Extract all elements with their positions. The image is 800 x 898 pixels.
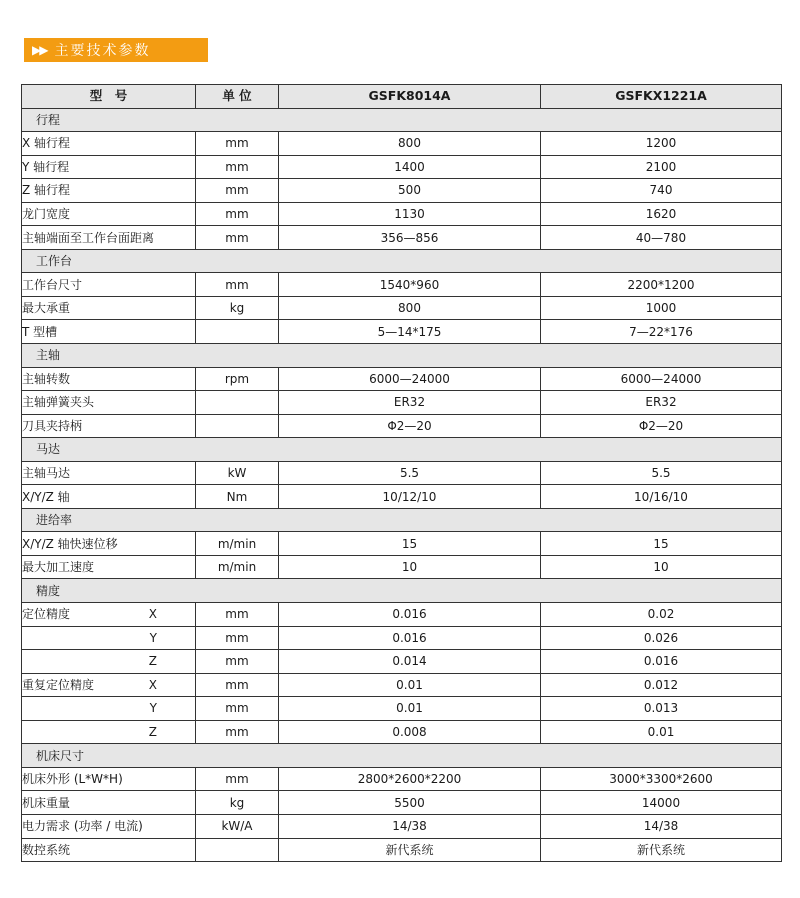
double-arrow-icon: ▶▶	[32, 43, 47, 57]
param-name-cell	[22, 650, 196, 674]
param-unit: mm	[196, 626, 279, 650]
table-row	[22, 391, 782, 415]
param-name: X/Y/Z 轴	[22, 489, 70, 504]
table-row	[22, 603, 782, 627]
table-header-row	[22, 85, 782, 109]
param-name: 重复定位精度	[22, 677, 95, 692]
param-name-cell	[22, 391, 196, 415]
value-col1: 5500	[279, 791, 541, 815]
param-name: 最大承重	[22, 301, 71, 316]
value-col2: 1620	[541, 202, 782, 226]
param-unit: kW/A	[196, 814, 279, 838]
value-col2: 2100	[541, 155, 782, 179]
param-name-cell	[22, 296, 196, 320]
param-unit: kg	[196, 791, 279, 815]
param-name: 刀具夹持柄	[22, 418, 83, 433]
table-row	[22, 320, 782, 344]
banner-title: 主要技术参数	[54, 43, 151, 59]
table-section-row	[22, 508, 782, 532]
param-name-cell	[22, 838, 196, 862]
section-label: 工作台	[22, 249, 782, 273]
param-name: 机床外形 (L*W*H)	[22, 772, 123, 787]
value-col1: 10/12/10	[279, 485, 541, 509]
table-section-row	[22, 438, 782, 462]
param-unit: mm	[196, 603, 279, 627]
param-name: 主轴端面至工作台面距离	[22, 230, 155, 245]
value-col2: 10/16/10	[541, 485, 782, 509]
value-col2: ER32	[541, 391, 782, 415]
section-label: 进给率	[22, 508, 782, 532]
value-col1: 0.014	[279, 650, 541, 674]
table-row	[22, 650, 782, 674]
value-col2: 新代系统	[541, 838, 782, 862]
param-unit: mm	[196, 273, 279, 297]
value-col2: 0.026	[541, 626, 782, 650]
table-row	[22, 485, 782, 509]
value-col2: 14/38	[541, 814, 782, 838]
param-name: X 轴行程	[22, 136, 71, 151]
value-col2: 0.01	[541, 720, 782, 744]
header-col2: GSFKX1221A	[541, 85, 782, 109]
param-name: 最大加工速度	[22, 560, 95, 575]
table-row	[22, 626, 782, 650]
value-col1: 800	[279, 296, 541, 320]
table-row	[22, 155, 782, 179]
table-row	[22, 767, 782, 791]
value-col2: 5.5	[541, 461, 782, 485]
value-col1: 0.016	[279, 626, 541, 650]
param-axis: X	[148, 677, 157, 692]
param-name-cell	[22, 273, 196, 297]
param-unit: kW	[196, 461, 279, 485]
value-col2: 0.012	[541, 673, 782, 697]
param-axis: Y	[149, 630, 157, 645]
header-model: 型 号	[22, 85, 196, 109]
param-unit: mm	[196, 179, 279, 203]
value-col2: 10	[541, 555, 782, 579]
value-col1: 1130	[279, 202, 541, 226]
param-name-cell	[22, 673, 196, 697]
param-unit: Nm	[196, 485, 279, 509]
value-col2: 7—22*176	[541, 320, 782, 344]
param-unit: mm	[196, 650, 279, 674]
param-name-cell	[22, 367, 196, 391]
table-row	[22, 367, 782, 391]
value-col1: 1400	[279, 155, 541, 179]
value-col2: 740	[541, 179, 782, 203]
param-name: 主轴马达	[22, 466, 71, 481]
param-name-cell	[22, 461, 196, 485]
table-row	[22, 791, 782, 815]
param-axis: Y	[149, 701, 157, 716]
value-col2: 40—780	[541, 226, 782, 250]
value-col2: 2200*1200	[541, 273, 782, 297]
param-unit: m/min	[196, 555, 279, 579]
param-name: 数控系统	[22, 842, 71, 857]
value-col2: 0.013	[541, 697, 782, 721]
table-row	[22, 296, 782, 320]
table-row	[22, 132, 782, 156]
param-name: Y 轴行程	[22, 159, 70, 174]
param-name-cell	[22, 767, 196, 791]
param-name-cell	[22, 202, 196, 226]
section-label: 精度	[22, 579, 782, 603]
value-col1: 0.008	[279, 720, 541, 744]
param-unit: rpm	[196, 367, 279, 391]
table-section-row	[22, 108, 782, 132]
value-col1: 14/38	[279, 814, 541, 838]
table-row	[22, 720, 782, 744]
section-label: 马达	[22, 438, 782, 462]
param-name: 工作台尺寸	[22, 277, 83, 292]
param-unit: mm	[196, 697, 279, 721]
table-row	[22, 461, 782, 485]
param-name: 电力需求 (功率 / 电流)	[22, 819, 143, 834]
param-name: X/Y/Z 轴快速位移	[22, 536, 118, 551]
param-name: T 型槽	[22, 324, 58, 339]
param-name-cell	[22, 603, 196, 627]
param-name-cell	[22, 485, 196, 509]
param-name-cell	[22, 179, 196, 203]
value-col1: 0.01	[279, 697, 541, 721]
param-name: 定位精度	[22, 607, 71, 622]
value-col1: 10	[279, 555, 541, 579]
value-col1: 356—856	[279, 226, 541, 250]
table-row	[22, 532, 782, 556]
param-axis: X	[148, 607, 157, 622]
table-row	[22, 838, 782, 862]
param-name: 主轴弹簧夹头	[22, 395, 95, 410]
spec-table	[21, 84, 782, 862]
param-name-cell	[22, 155, 196, 179]
param-name: 主轴转数	[22, 371, 71, 386]
param-name-cell	[22, 132, 196, 156]
param-name: Z 轴行程	[22, 183, 71, 198]
value-col1: 5—14*175	[279, 320, 541, 344]
value-col2: 14000	[541, 791, 782, 815]
param-unit: mm	[196, 767, 279, 791]
param-unit: mm	[196, 673, 279, 697]
value-col1: ER32	[279, 391, 541, 415]
param-name: 龙门宽度	[22, 207, 71, 221]
param-name-cell	[22, 414, 196, 438]
param-unit: m/min	[196, 532, 279, 556]
table-section-row	[22, 249, 782, 273]
param-unit: mm	[196, 720, 279, 744]
value-col2: 1200	[541, 132, 782, 156]
param-name-cell	[22, 697, 196, 721]
param-unit: mm	[196, 132, 279, 156]
value-col1: 15	[279, 532, 541, 556]
value-col1: 500	[279, 179, 541, 203]
param-unit: mm	[196, 202, 279, 226]
section-label: 机床尺寸	[22, 744, 782, 768]
param-unit	[196, 391, 279, 415]
param-name-cell	[22, 532, 196, 556]
value-col2: 6000—24000	[541, 367, 782, 391]
section-label: 主轴	[22, 344, 782, 368]
value-col2: 15	[541, 532, 782, 556]
value-col1: 1540*960	[279, 273, 541, 297]
value-col2: 3000*3300*2600	[541, 767, 782, 791]
value-col1: 0.016	[279, 603, 541, 627]
table-row	[22, 814, 782, 838]
param-axis: Z	[148, 654, 157, 669]
value-col2: 1000	[541, 296, 782, 320]
header-unit: 单 位	[196, 85, 279, 109]
value-col1: 2800*2600*2200	[279, 767, 541, 791]
table-row	[22, 697, 782, 721]
param-name-cell	[22, 226, 196, 250]
table-row	[22, 673, 782, 697]
value-col2: 0.02	[541, 603, 782, 627]
param-name-cell	[22, 791, 196, 815]
table-section-row	[22, 344, 782, 368]
param-unit: kg	[196, 296, 279, 320]
table-row	[22, 273, 782, 297]
value-col1: 800	[279, 132, 541, 156]
table-row	[22, 226, 782, 250]
param-unit	[196, 838, 279, 862]
table-row	[22, 202, 782, 226]
value-col1: 0.01	[279, 673, 541, 697]
table-row	[22, 414, 782, 438]
section-banner	[24, 38, 208, 62]
param-name-cell	[22, 320, 196, 344]
table-section-row	[22, 579, 782, 603]
value-col1: 5.5	[279, 461, 541, 485]
table-section-row	[22, 744, 782, 768]
param-name-cell	[22, 720, 196, 744]
param-axis: Z	[148, 725, 157, 740]
value-col2: Φ2—20	[541, 414, 782, 438]
param-unit	[196, 414, 279, 438]
param-name-cell	[22, 555, 196, 579]
param-name-cell	[22, 626, 196, 650]
value-col2: 0.016	[541, 650, 782, 674]
section-label: 行程	[22, 108, 782, 132]
value-col1: 新代系统	[279, 838, 541, 862]
table-row	[22, 555, 782, 579]
param-unit: mm	[196, 155, 279, 179]
value-col1: Φ2—20	[279, 414, 541, 438]
param-unit	[196, 320, 279, 344]
param-name: 机床重量	[22, 795, 71, 810]
header-col1: GSFK8014A	[279, 85, 541, 109]
value-col1: 6000—24000	[279, 367, 541, 391]
param-unit: mm	[196, 226, 279, 250]
param-name-cell	[22, 814, 196, 838]
table-row	[22, 179, 782, 203]
